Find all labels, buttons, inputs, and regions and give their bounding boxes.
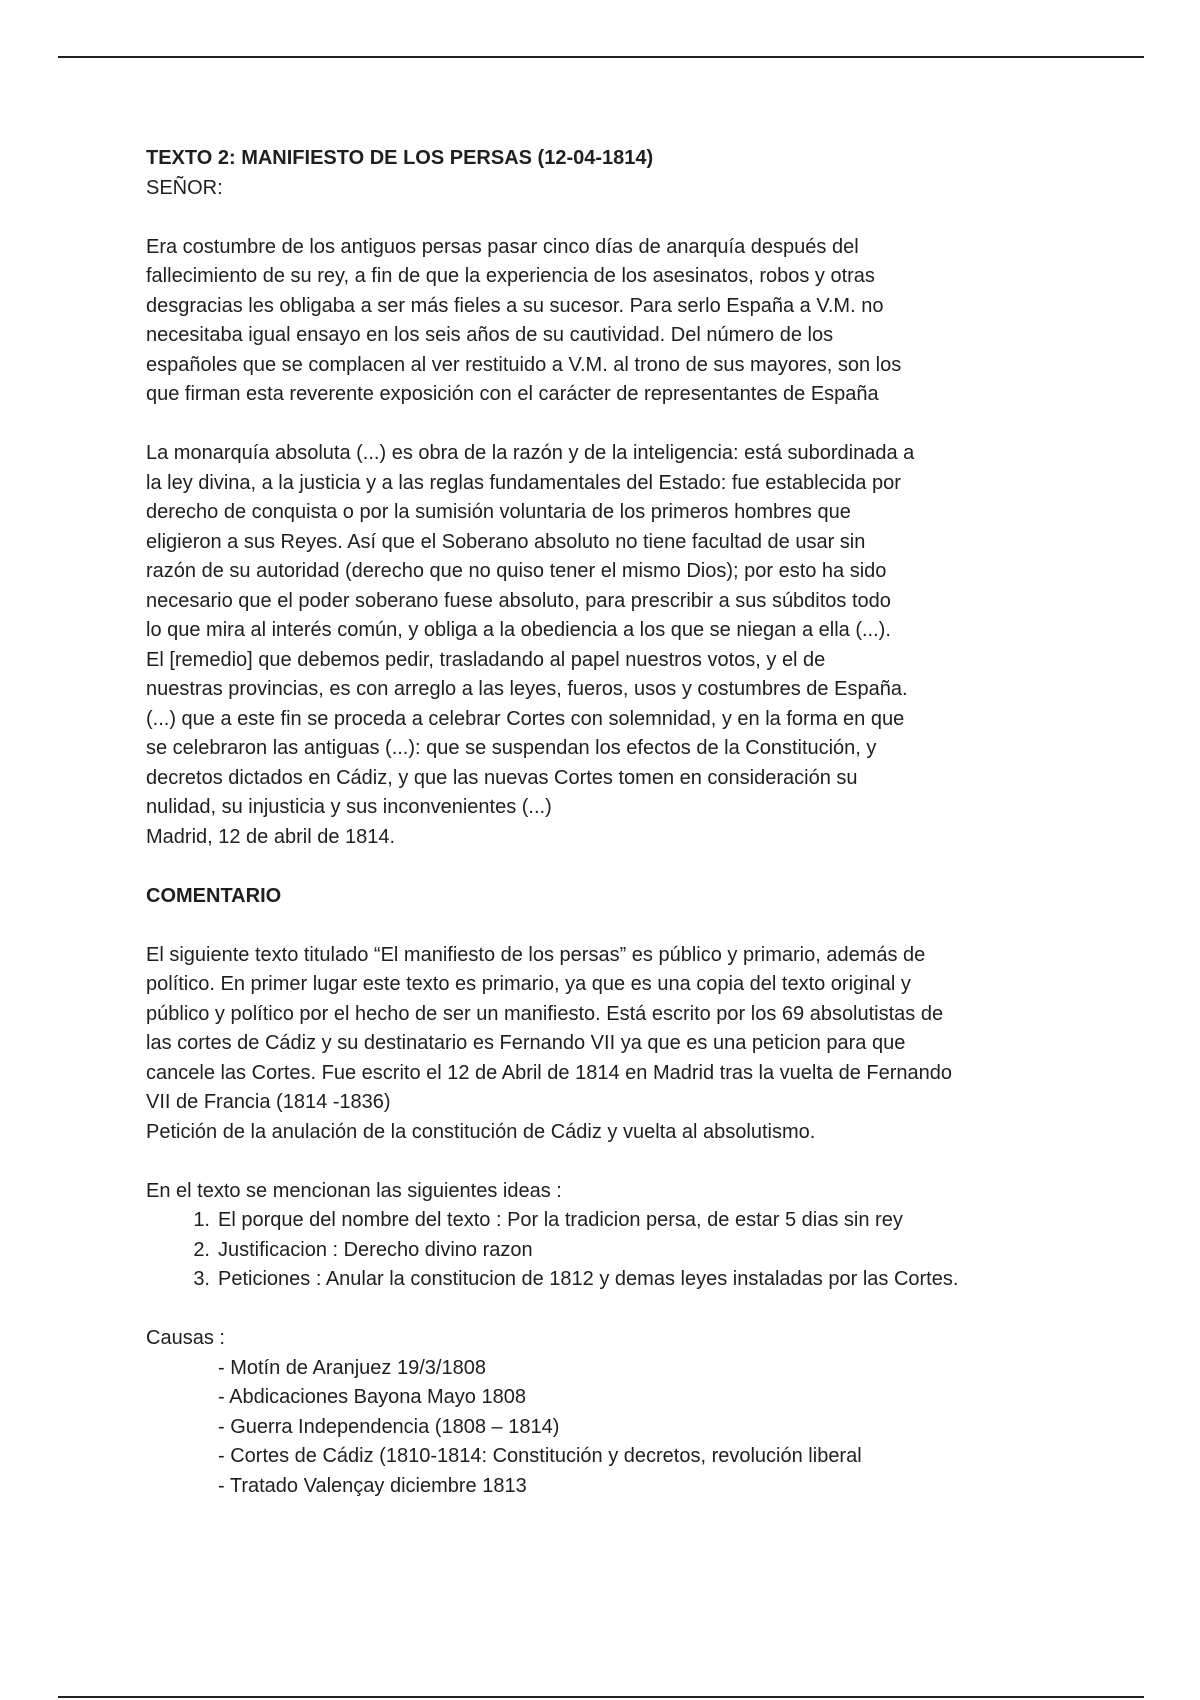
list-item-text: Peticiones : Anular la constitucion de 1812 y demas leyes instaladas por las Cortes. <box>218 1268 959 1290</box>
causes-intro: Causas : <box>146 1327 225 1349</box>
salutation: SEÑOR: <box>146 176 223 199</box>
paragraph-line: La monarquía absoluta (...) es obra de la razón y de la inteligencia: está subordinada a <box>146 442 915 464</box>
list-item-text: Justificacion : Derecho divino razon <box>218 1238 533 1261</box>
causes-list <box>146 1354 1076 1502</box>
paragraph-line: político. En primer lugar este texto es primario, ya que es una copia del texto original y <box>146 973 911 995</box>
list-item-text: El porque del nombre del texto : Por la tradicion persa, de estar 5 dias sin rey <box>218 1209 903 1231</box>
spacer <box>146 911 1076 941</box>
ideas-list <box>146 1206 1076 1295</box>
top-rule <box>58 56 1144 58</box>
paragraph-line: necesitaba igual ensayo en los seis años de su cautividad. Del número de los <box>146 324 834 346</box>
comment-paragraph <box>146 941 1076 1148</box>
cause-item: - Guerra Independencia (1808 – 1814) <box>218 1415 560 1438</box>
cause-item: - Motín de Aranjuez 19/3/1808 <box>218 1356 486 1379</box>
date-line: Madrid, 12 de abril de 1814. <box>146 825 396 848</box>
paragraph-line: público y político por el hecho de ser un manifiesto. Está escrito por los 69 absolutistas de <box>146 1002 944 1025</box>
paragraph-line: cancele las Cortes. Fue escrito el 12 de Abril de 1814 en Madrid tras la vuelta de Fernando <box>146 1061 953 1084</box>
paragraph-line: nulidad, su injusticia y sus inconvenientes (...) <box>146 796 552 818</box>
ideas-intro: En el texto se mencionan las siguientes ideas : <box>146 1179 562 1202</box>
paragraph-line: necesario que el poder soberano fuese absoluto, para prescribir a sus súbditos todo <box>146 589 891 612</box>
paragraph-line: El [remedio] que debemos pedir, trasladando al papel nuestros votos, y el de <box>146 648 826 671</box>
spacer <box>146 1295 1076 1325</box>
paragraph-line: la ley divina, a la justicia y a las reglas fundamentales del Estado: fue establecida por <box>146 471 901 494</box>
list-item <box>146 1265 1076 1295</box>
bottom-rule <box>58 1696 1144 1698</box>
paragraph-line: se celebraron las antiguas (...): que se suspendan los efectos de la Constitución, y <box>146 737 877 759</box>
list-item <box>146 1206 1076 1236</box>
cause-item: - Abdicaciones Bayona Mayo 1808 <box>218 1386 526 1408</box>
spacer <box>146 852 1076 882</box>
document-body <box>146 144 1076 1501</box>
list-item-number: 3. <box>193 1268 210 1290</box>
paragraph-line: Petición de la anulación de la constitución de Cádiz y vuelta al absolutismo. <box>146 1120 816 1143</box>
paragraph-line: eligieron a sus Reyes. Así que el Soberano absoluto no tiene facultad de usar sin <box>146 530 866 553</box>
list-item-number: 1. <box>193 1209 210 1231</box>
paragraph-2 <box>146 439 1076 852</box>
paragraph-line: decretos dictados en Cádiz, y que las nuevas Cortes tomen en consideración su <box>146 766 858 789</box>
paragraph-line: (...) que a este fin se proceda a celebrar Cortes con solemnidad, y en la forma en que <box>146 707 905 730</box>
spacer <box>146 1147 1076 1177</box>
cause-item: - Tratado Valençay diciembre 1813 <box>218 1474 527 1497</box>
comment-heading: COMENTARIO <box>146 884 282 907</box>
paragraph-line: desgracias les obligaba a ser más fieles a su sucesor. Para serlo España a V.M. no <box>146 294 884 317</box>
paragraph-line: las cortes de Cádiz y su destinatario es Fernando VII ya que es una peticion para que <box>146 1032 906 1054</box>
list-item <box>146 1236 1076 1266</box>
paragraph-line: El siguiente texto titulado “El manifiesto de los persas” es público y primario, además de <box>146 943 926 966</box>
paragraph-line: VII de Francia (1814 -1836) <box>146 1091 391 1113</box>
paragraph-line: derecho de conquista o por la sumisión voluntaria de los primeros hombres que <box>146 501 851 523</box>
paragraph-line: Era costumbre de los antiguos persas pasar cinco días de anarquía después del <box>146 235 859 258</box>
paragraph-line: españoles que se complacen al ver restituido a V.M. al trono de sus mayores, son los <box>146 353 902 376</box>
paragraph-line: que firman esta reverente exposición con el carácter de representantes de España <box>146 383 879 405</box>
paragraph-line: lo que mira al interés común, y obliga a la obediencia a los que se niegan a ella (...). <box>146 619 891 641</box>
paragraph-line: fallecimiento de su rey, a fin de que la experiencia de los asesinatos, robos y otras <box>146 265 875 287</box>
spacer <box>146 410 1076 440</box>
list-item-number: 2. <box>193 1238 210 1261</box>
paragraph-1 <box>146 233 1076 410</box>
cause-item: - Cortes de Cádiz (1810-1814: Constitución y decretos, revolución liberal <box>218 1445 862 1467</box>
spacer <box>146 203 1076 233</box>
paragraph-line: razón de su autoridad (derecho que no quiso tener el mismo Dios); por esto ha sido <box>146 560 887 582</box>
document-title: TEXTO 2: MANIFIESTO DE LOS PERSAS (12-04-1814) <box>146 147 654 169</box>
paragraph-line: nuestras provincias, es con arreglo a las leyes, fueros, usos y costumbres de España. <box>146 678 908 700</box>
